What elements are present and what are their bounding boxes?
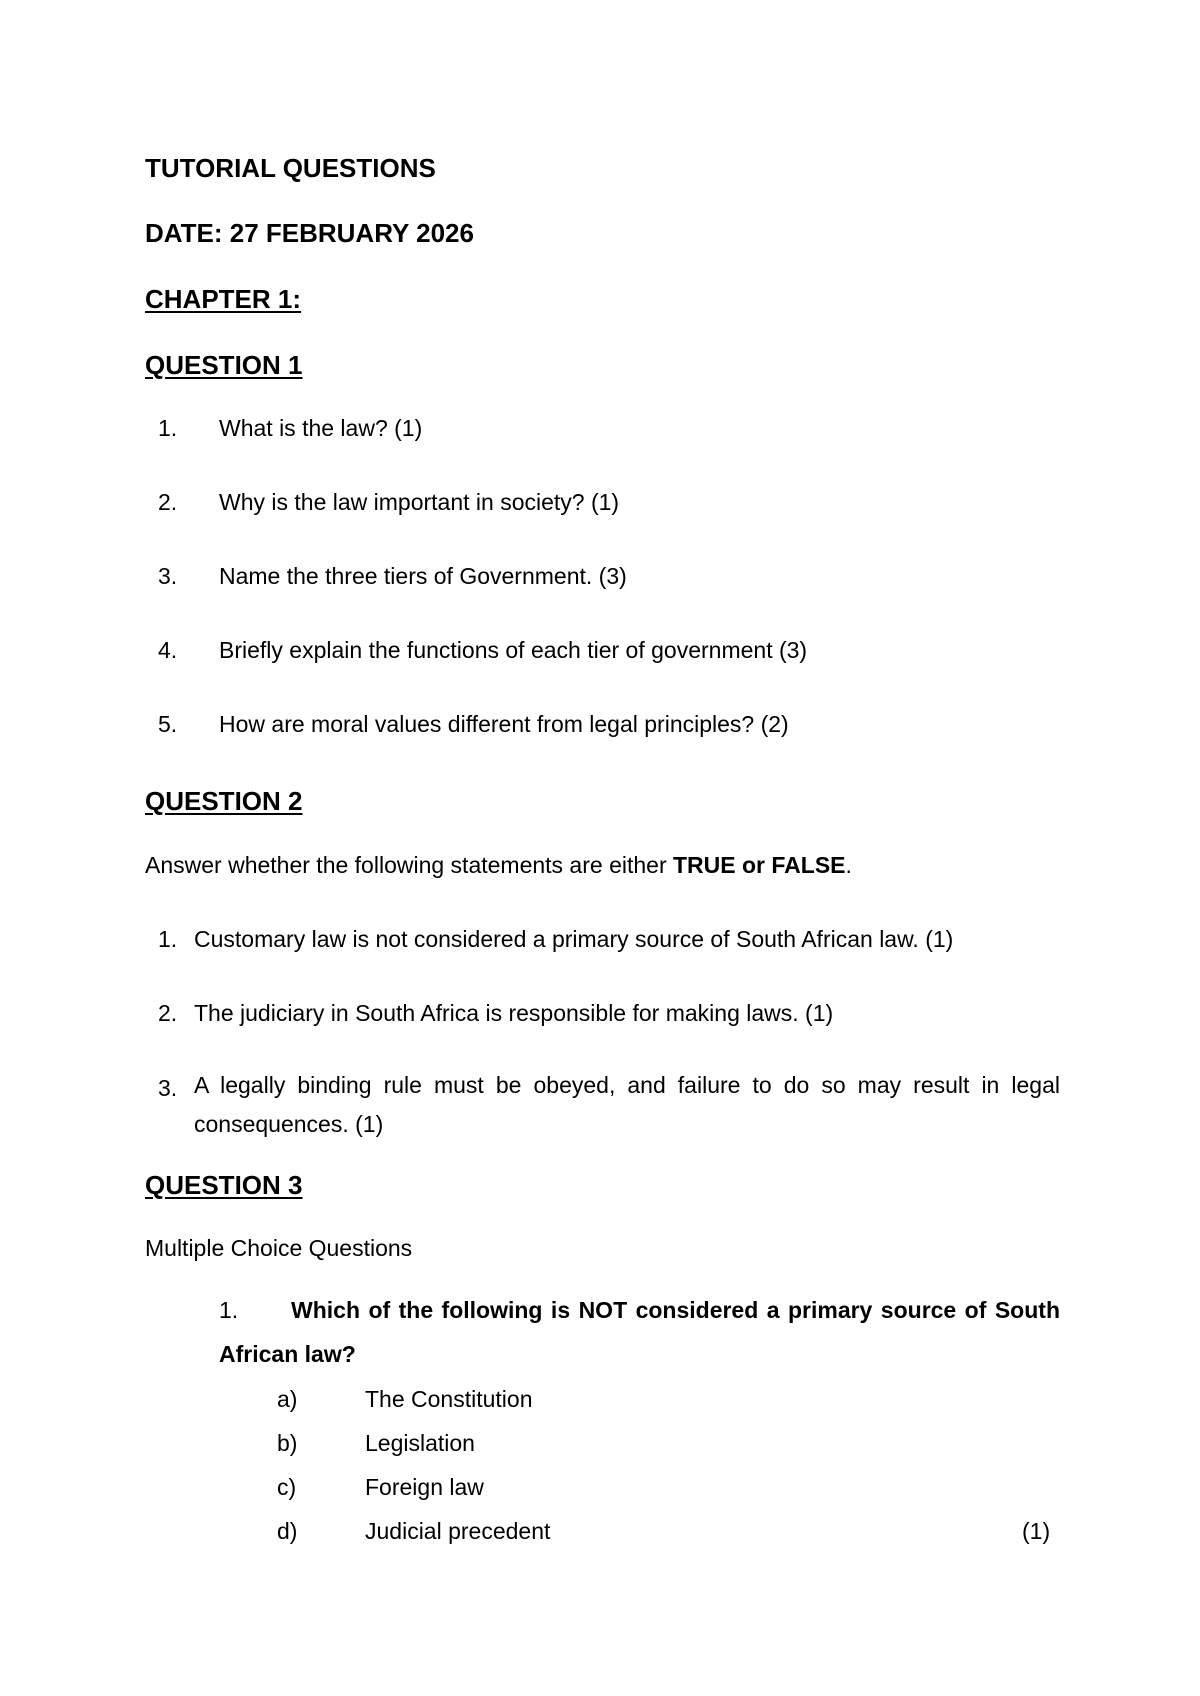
q1-item-number: 4. [158,637,178,663]
q2-item-number: 3. [158,1075,178,1101]
chapter-heading: CHAPTER 1: [145,284,302,314]
mcq-marks: (1) [1022,1518,1051,1544]
q1-item-text: Why is the law important in society? (1) [219,489,620,515]
q1-item-number: 1. [158,415,178,441]
q1-item-number: 5. [158,711,178,737]
q2-instruction [145,852,852,879]
q1-item-text: How are moral values different from legal principles? (2) [219,711,789,737]
q1-item-text: What is the law? (1) [219,415,423,441]
mcq-option-text: Legislation [365,1430,475,1456]
document-date: DATE: 27 FEBRUARY 2026 [145,218,474,248]
q2-item-number: 2. [158,1000,178,1026]
q2-item-text: A legally binding rule must be obeyed, and failure to do so may result in legal consequences. (1) [194,1072,1060,1137]
mcq-option-text: Foreign law [365,1474,484,1500]
q2-instruction-text: Answer whether the following statements are either [145,852,673,878]
q2-item-text: The judiciary in South Africa is responsible for making laws. (1) [194,1000,834,1026]
mcq-option-letter: a) [277,1386,298,1412]
q1-item-number: 3. [158,563,178,589]
question-1-heading: QUESTION 1 [145,350,303,380]
q2-item-number: 1. [158,926,178,952]
mcq-option-text: The Constitution [365,1386,533,1412]
mcq-option-letter: d) [277,1518,298,1544]
q2-item-text: Customary law is not considered a primary source of South African law. (1) [194,926,954,952]
q3-subtitle: Multiple Choice Questions [145,1235,413,1261]
mcq-question: Which of the following is NOT considered a primary source of South African law? [219,1297,1060,1367]
q2-instruction-emphasis: TRUE or FALSE [673,852,846,878]
q2-instruction-end: . [845,852,852,878]
question-3-heading: QUESTION 3 [145,1170,303,1200]
mcq-option-text: Judicial precedent [365,1518,551,1544]
q1-item-number: 2. [158,489,178,515]
q1-item-text: Briefly explain the functions of each tier of government (3) [219,637,808,663]
mcq-number: 1. [219,1297,239,1323]
document-title: TUTORIAL QUESTIONS [145,153,436,183]
mcq-option-letter: b) [277,1430,298,1456]
mcq-option-letter: c) [277,1474,297,1500]
question-2-heading: QUESTION 2 [145,786,303,816]
q1-item-text: Name the three tiers of Government. (3) [219,563,627,589]
